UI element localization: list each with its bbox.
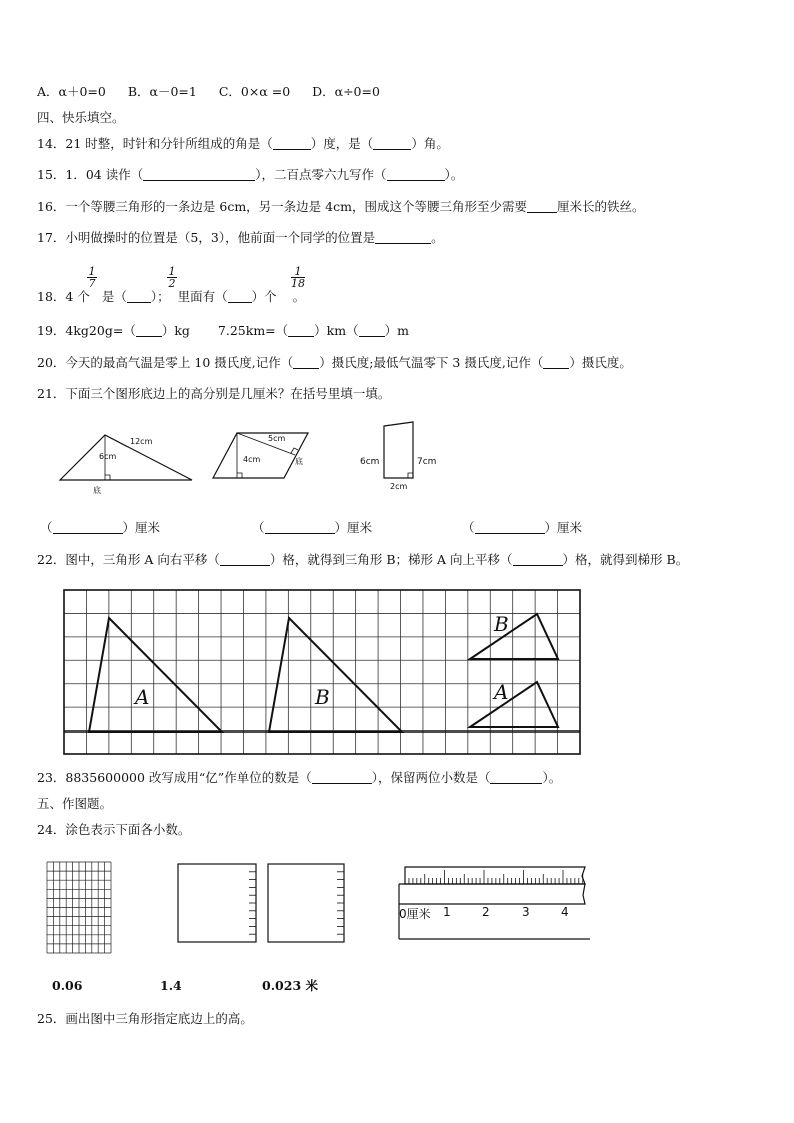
answer-blank[interactable] [475, 521, 545, 534]
hundred-grid[interactable] [45, 860, 115, 956]
answer-blank[interactable] [543, 356, 569, 369]
label-base-2: 底 [295, 457, 303, 466]
answer-blank[interactable] [513, 553, 563, 566]
label-12cm: 12cm [130, 437, 153, 446]
q13-options [37, 84, 380, 100]
question-25: 25．画出图中三角形指定底边上的高。 [37, 1011, 253, 1026]
fraction-1-7: 1 7 [88, 265, 96, 290]
question-21: 21．下面三个图形底边上的高分别是几厘米？在括号里填一填。 [37, 386, 391, 401]
fraction-1-18: 1 18 [291, 265, 305, 290]
answer-blank[interactable] [312, 771, 372, 784]
square-1-4-second[interactable] [266, 862, 346, 944]
answer-fig3: （ ）厘米 [462, 520, 583, 535]
label-bottom-2cm: 2cm [390, 482, 408, 491]
ruler-tick-2: 2 [482, 905, 490, 919]
option-c[interactable]: C．0×α =0 [218, 84, 291, 99]
label-triangle-b: B [315, 685, 330, 709]
question-14: 14．21 时整，时针和分针所组成的角是（ ）度，是（ ）角。 [37, 136, 449, 151]
label-right-7cm: 7cm [417, 457, 437, 467]
answer-blank[interactable] [265, 521, 335, 534]
fraction-1-2: 1 2 [168, 265, 176, 290]
label-trapezoid-b: B [494, 612, 509, 636]
question-16: 16．一个等腰三角形的一条边是 6cm，另一条边是 4cm，围成这个等腰三角形至少需要 厘米长的铁丝。 [37, 199, 645, 214]
question-15: 15．1．04 读作（ ），二百点零六九写作（ ）。 [37, 167, 464, 182]
label-0-023m: 0.023 米 [262, 978, 318, 993]
ruler[interactable] [397, 862, 593, 942]
question-22: 22．图中，三角形 A 向右平移（ ）格，就得到三角形 B；梯形 A 向上平移（ ）格，就得到梯形 B。 [37, 552, 689, 567]
answer-blank[interactable] [288, 324, 314, 337]
question-23: 23．8835600000 改写成用“亿”作单位的数是（ ），保留两位小数是（ ）。 [37, 770, 562, 785]
question-20: 20．今天的最高气温是零上 10 摄氏度,记作（ ）摄氏度;最低气温零下 3 摄氏度,记作（ ）摄氏度。 [37, 355, 632, 370]
option-d[interactable]: D．α÷0=0 [312, 84, 380, 99]
question-17: 17．小明做操时的位置是（5，3），他前面一个同学的位置是 。 [37, 230, 444, 245]
answer-blank[interactable] [490, 771, 542, 784]
ruler-tick-4: 4 [561, 905, 569, 919]
section4-title: 四、快乐填空。 [37, 110, 125, 125]
figure-trapezoid [380, 420, 420, 482]
answer-blank[interactable] [527, 200, 557, 213]
answer-blank[interactable] [387, 168, 445, 181]
section5-title: 五、作图题。 [37, 796, 113, 811]
question-24: 24．涂色表示下面各小数。 [37, 822, 191, 837]
label-0-06: 0.06 [52, 978, 83, 993]
answer-blank[interactable] [375, 231, 431, 244]
option-a[interactable]: A．α＋0=0 [37, 84, 106, 99]
ruler-tick-1: 1 [443, 905, 451, 919]
label-1-4: 1.4 [160, 978, 182, 993]
question-19: 19．4kg20g=（ ）kg 7.25km=（ ）km（ ）m [37, 323, 409, 338]
ruler-tick-3: 3 [522, 905, 530, 919]
triangle-b [269, 618, 402, 732]
option-b[interactable]: B．α－0=1 [127, 84, 197, 99]
answer-blank[interactable] [273, 137, 311, 150]
label-5cm: 5cm [268, 434, 286, 443]
answer-blank[interactable] [220, 553, 270, 566]
square-1-4-first[interactable] [176, 862, 258, 944]
answer-blank[interactable] [373, 137, 411, 150]
trapezoid-a [470, 682, 558, 727]
question-18: 18．4 个 是（ ）； 里面有（ ）个 。 [37, 289, 306, 304]
ruler-zero-label: 0厘米 [399, 907, 431, 921]
label-left-6cm: 6cm [360, 457, 380, 467]
label-base: 底 [93, 486, 101, 495]
answer-blank[interactable] [293, 356, 319, 369]
answer-blank[interactable] [359, 324, 385, 337]
answer-fig2: （ ）厘米 [252, 520, 373, 535]
label-6cm: 6cm [99, 452, 117, 461]
answer-blank[interactable] [143, 168, 255, 181]
answer-blank[interactable] [228, 290, 252, 303]
answer-blank[interactable] [127, 290, 151, 303]
label-triangle-a: A [135, 685, 150, 709]
label-trapezoid-a: A [494, 680, 509, 704]
label-4cm: 4cm [243, 455, 261, 464]
answer-blank[interactable] [136, 324, 162, 337]
answer-blank[interactable] [53, 521, 123, 534]
answer-fig1: （ ）厘米 [40, 520, 161, 535]
